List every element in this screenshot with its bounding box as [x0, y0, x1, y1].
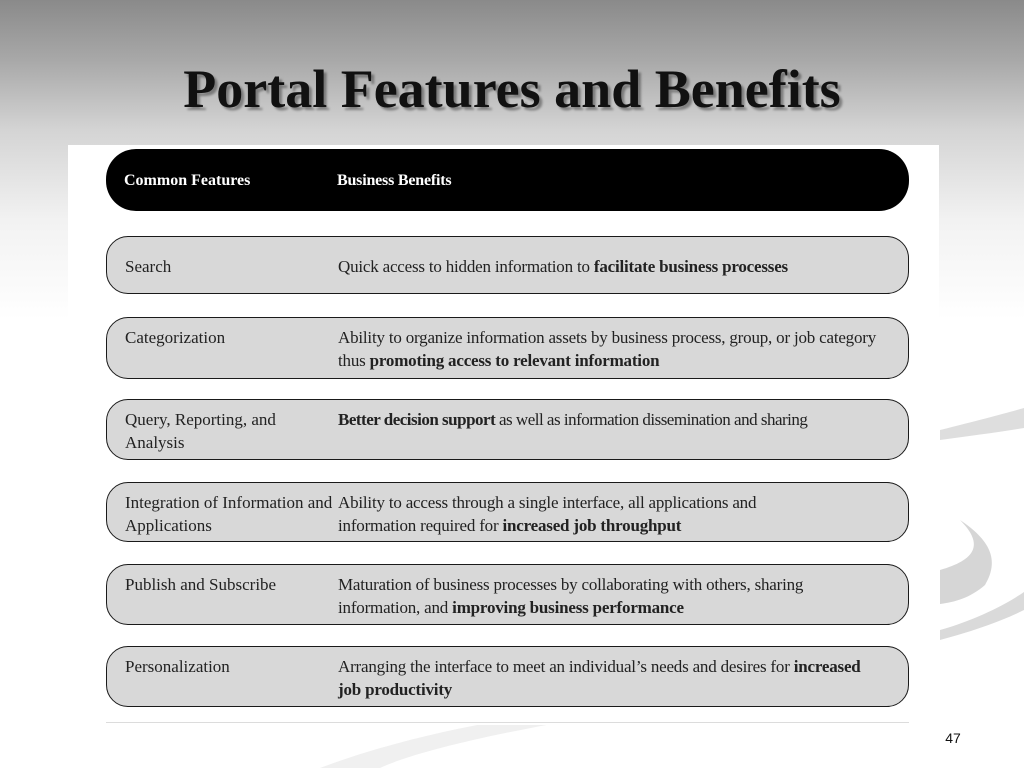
table-row — [106, 317, 909, 379]
benefit-text-after: as well as information dissemination and sharing — [499, 410, 808, 429]
benefit-cell — [338, 491, 908, 537]
feature-cell: Search — [125, 257, 172, 276]
benefit-emphasis: Better decision support — [338, 410, 496, 429]
table-header — [106, 149, 909, 211]
table-row — [106, 564, 909, 625]
benefit-cell — [338, 408, 908, 431]
page-number: 47 — [945, 730, 961, 746]
header-business-benefits: Business Benefits — [337, 171, 452, 189]
table-row — [106, 482, 909, 542]
benefit-emphasis: facilitate business processes — [593, 257, 788, 276]
feature-cell: Query, Reporting, and Analysis — [125, 410, 276, 452]
benefit-emphasis: increased job productivity — [338, 657, 861, 699]
benefit-text: Ability to organize information assets by business process, group, or job category thus — [338, 328, 877, 370]
benefit-cell — [338, 573, 908, 619]
benefit-cell — [338, 326, 908, 372]
benefit-text: Quick access to hidden information to — [338, 257, 590, 276]
benefit-emphasis: increased job throughput — [502, 516, 682, 535]
benefit-emphasis: promoting access to relevant information — [369, 351, 660, 370]
feature-cell: Publish and Subscribe — [125, 575, 277, 594]
header-common-features: Common Features — [124, 171, 251, 189]
benefit-cell — [338, 655, 908, 701]
slide-title: Portal Features and Benefits — [183, 59, 841, 119]
feature-cell: Personalization — [125, 657, 230, 676]
benefit-emphasis: improving business performance — [452, 598, 684, 617]
benefit-cell — [338, 255, 908, 278]
table-row — [106, 646, 909, 707]
benefit-text: Ability to access through a single interface, all applications and information required for — [338, 493, 757, 535]
table-row — [106, 399, 909, 460]
benefit-text: Maturation of business processes by collaborating with others, sharing information, and — [338, 575, 804, 617]
feature-cell: Integration of Information and Applications — [125, 493, 333, 535]
feature-cell: Categorization — [125, 328, 226, 347]
table-row — [106, 236, 909, 294]
benefit-text: Arranging the interface to meet an individual’s needs and desires for — [338, 657, 790, 676]
features-benefits-table — [68, 145, 939, 725]
